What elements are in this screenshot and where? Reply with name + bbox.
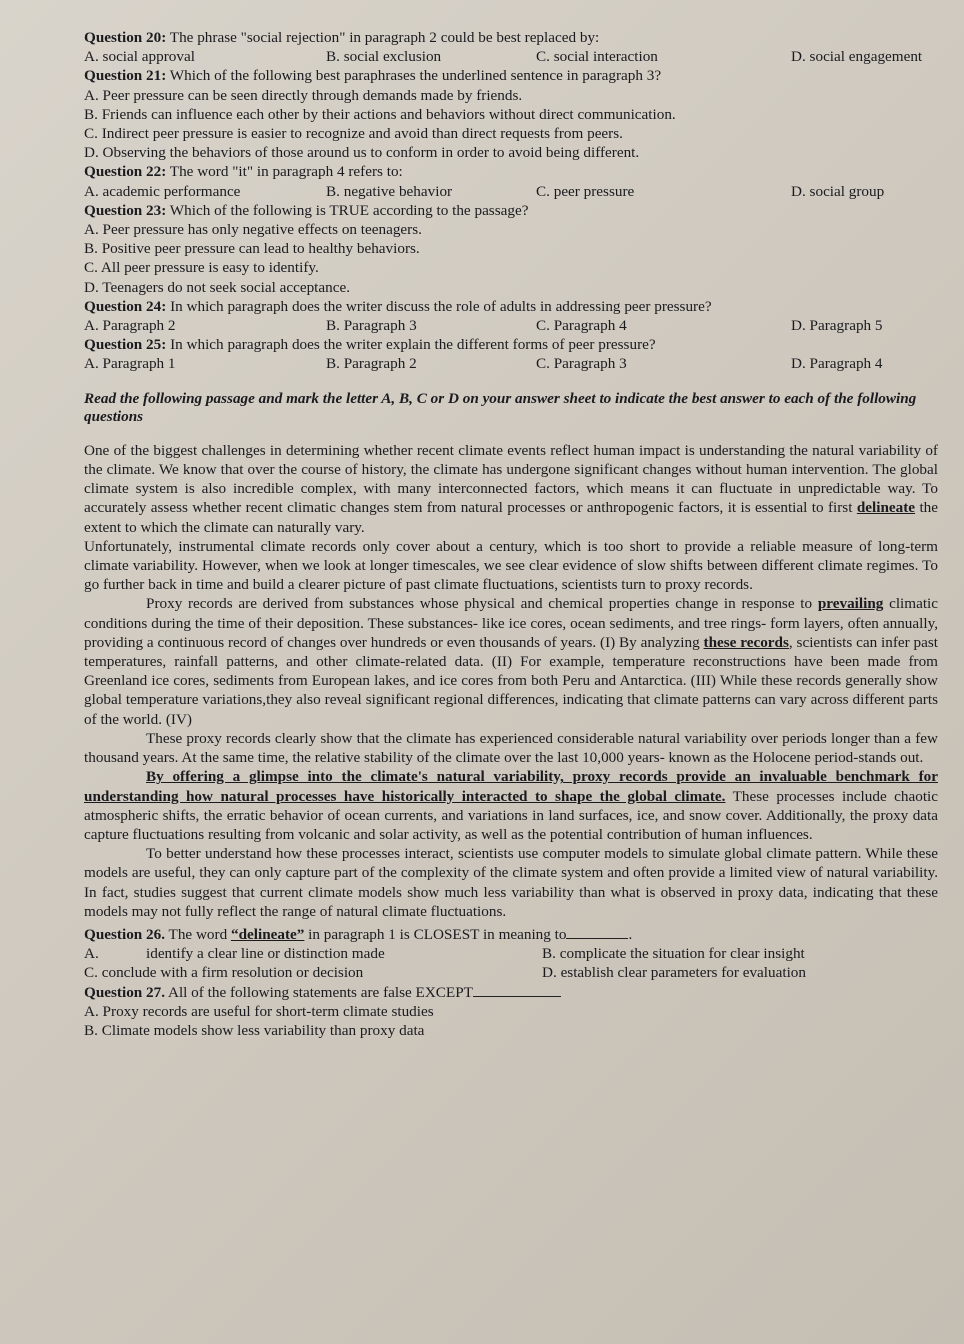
option-a[interactable]: A. Paragraph 2: [84, 317, 176, 335]
paragraph-text: One of the biggest challenges in determining whether recent climate events reflect human impact is understanding the natural variability of the climate. We know that over the course of history, the climate has undergone significant changes without human intervention. The global climate system is also incredible complex, with many interconnected factors, which means it can fluctuate in unpredictable way. To accurately assess whether recent climatic changes stem from natural processes or anthropogenic factors, it is essential to first: [84, 441, 938, 517]
option-text: conclude with a firm resolution or decision: [101, 964, 364, 982]
question-22: [84, 162, 938, 181]
option-a[interactable]: A. Peer pressure can be seen directly through demands made by friends.: [84, 86, 523, 104]
paragraph-text: climatic conditions during the time of their deposition. These substances- like ice cores, ocean sediments, and tree rings- form layers, often annually, providing a continuous record of changes over hundreds or even thousands of years. (I) By analyzing: [84, 595, 938, 651]
option-b[interactable]: B. Positive peer pressure can lead to healthy behaviors.: [84, 240, 420, 258]
option-c[interactable]: [84, 963, 542, 982]
reading-passage: [84, 441, 938, 921]
option-b[interactable]: B. Paragraph 3: [326, 317, 417, 335]
option-text: complicate the situation for clear insight: [559, 945, 805, 963]
question-25-options: [84, 354, 938, 373]
question-text: In which paragraph does the writer explain the different forms of peer pressure?: [166, 336, 656, 354]
option-letter: D.: [542, 964, 557, 982]
option-d[interactable]: D. social group: [791, 182, 885, 200]
question-label: Question 21:: [84, 67, 167, 85]
option-b[interactable]: B. Friends can influence each other by their actions and behaviors without direct communication.: [84, 105, 676, 123]
option-c[interactable]: C. social interaction: [536, 48, 658, 66]
target-word: “delineate”: [230, 925, 305, 943]
option-c[interactable]: C. All peer pressure is easy to identify.: [84, 259, 319, 277]
option-a[interactable]: A. Paragraph 1: [84, 355, 176, 373]
reading-instruction: Read the following passage and mark the letter A, B, C or D on your answer sheet to indicate the best answer to each of the following questions: [84, 389, 917, 425]
question-27-options: [84, 1002, 938, 1040]
option-letter: B.: [542, 945, 556, 963]
question-23: [84, 201, 938, 220]
option-letter: C.: [84, 964, 98, 982]
option-c[interactable]: C. Indirect peer pressure is easier to recognize and avoid than direct requests from peers.: [84, 125, 623, 143]
option-a[interactable]: A. Proxy records are useful for short-term climate studies: [84, 1002, 434, 1020]
underlined-phrase-these-records: these records: [703, 633, 789, 651]
question-label: Question 25:: [84, 336, 167, 354]
underlined-sentence: By offering a glimpse into the climate's natural variability, proxy records provide an invaluable benchmark for understanding how natural processes have historically interacted to shape the global climate.: [84, 768, 938, 805]
question-22-options: [84, 182, 938, 201]
option-d[interactable]: D. Paragraph 5: [791, 317, 883, 335]
option-b[interactable]: B. negative behavior: [326, 182, 453, 200]
option-b[interactable]: B. Climate models show less variability than proxy data: [84, 1021, 425, 1039]
option-a[interactable]: [84, 944, 542, 963]
question-23-options: [84, 220, 938, 297]
question-label: Question 24:: [84, 297, 167, 315]
question-label: Question 27.: [84, 983, 166, 1001]
question-24-options: [84, 316, 938, 335]
question-text: In which paragraph does the writer discuss the role of adults in addressing peer pressure?: [166, 297, 712, 315]
paragraph-text: , scientists can infer past temperatures, rainfall patterns, and other climate-related data. (II) For example, temperature reconstructions have been made from Greenland ice cores, sediments from European lakes, and ice cores from both Peru and Antarctica. (III) While these records generally show global temperature variations,they also reveal significant regional differences, indicating that climate patterns can vary across different parts of the world. (IV): [84, 633, 938, 728]
paragraph-4: These proxy records clearly show that the climate has experienced considerable natural variability over periods longer than a few thousand years. At the same time, the relative stability of the climate over the last 10,000 years- known as the Holocene period-stands out.: [84, 729, 938, 767]
question-text: The word "it" in paragraph 4 refers to:: [166, 163, 403, 181]
paragraph-2: Unfortunately, instrumental climate records only cover about a century, which is too short to provide a reliable measure of long-term climate variability. However, when we look at longer timescales, we see clear evidence of slow shifts between different climate regimes. To go further back in time and build a clearer picture of past climate fluctuations, scientists turn to proxy records.: [84, 537, 938, 594]
option-d[interactable]: [542, 963, 938, 982]
question-20-options: [84, 47, 938, 66]
paragraph-text: the extent to which the climate can naturally vary.: [84, 499, 938, 536]
option-a[interactable]: A. Peer pressure has only negative effects on teenagers.: [84, 221, 422, 239]
question-text: All of the following statements are false EXCEPT: [165, 983, 473, 1001]
option-text: identify a clear line or distinction made: [146, 945, 385, 963]
option-b[interactable]: [542, 944, 938, 963]
question-label: Question 22:: [84, 163, 167, 181]
question-end: .: [628, 925, 633, 943]
option-c[interactable]: C. Paragraph 3: [536, 355, 627, 373]
answer-blank[interactable]: [566, 926, 628, 939]
paragraph-6: To better understand how these processes interact, scientists use computer models to simulate global climate pattern. While these models are useful, they can only capture part of the complexity of the climate system and often provide a limited view of natural variability. In fact, studies suggest that current climate models show much less variability than what is observed in proxy data, indicating that these models may not fully reflect the range of natural climate fluctuations.: [84, 845, 938, 920]
question-text: Which of the following is TRUE according to the passage?: [166, 201, 529, 219]
question-25: [84, 335, 938, 354]
option-c[interactable]: C. peer pressure: [536, 182, 635, 200]
question-label: Question 20:: [84, 29, 167, 46]
question-21-options: [84, 86, 938, 163]
underlined-word-delineate: delineate: [856, 499, 916, 517]
option-a[interactable]: A. social approval: [84, 48, 195, 66]
question-text: The phrase "social rejection" in paragraph 2 could be best replaced by:: [166, 29, 600, 46]
question-27: [84, 983, 938, 1002]
answer-blank[interactable]: [473, 984, 561, 997]
question-text: The word: [165, 925, 231, 943]
paragraph-text: Proxy records are derived from substances whose physical and chemical properties change in response to: [146, 595, 818, 613]
option-a[interactable]: A. academic performance: [84, 182, 241, 200]
option-d[interactable]: D. social engagement: [791, 48, 923, 66]
option-b[interactable]: B. social exclusion: [326, 48, 442, 66]
option-d[interactable]: D. Teenagers do not seek social acceptance.: [84, 278, 351, 296]
question-24: [84, 297, 938, 316]
option-b[interactable]: B. Paragraph 2: [326, 355, 417, 373]
question-text: Which of the following best paraphrases the underlined sentence in paragraph 3?: [166, 67, 662, 85]
option-letter: A.: [84, 945, 99, 963]
option-d[interactable]: D. Paragraph 4: [791, 355, 883, 373]
paragraph-text: These processes include chaotic atmospheric shifts, the erratic behavior of ocean currents, and variations in land surfaces, ice, and snow cover. Additionally, the proxy data capture fluctuations resulting from volcanic and solar activity, as well as the potential contribution of human influences.: [84, 787, 938, 843]
question-label: Question 26.: [84, 925, 166, 943]
question-label: Question 23:: [84, 201, 167, 219]
paragraph-5: [84, 767, 938, 844]
paragraph-3: [84, 594, 938, 728]
question-21: [84, 66, 938, 85]
question-26-options: [84, 944, 938, 982]
question-20: [84, 28, 938, 47]
question-26: [84, 925, 938, 944]
option-d[interactable]: D. Observing the behaviors of those around us to conform in order to avoid being different.: [84, 144, 640, 162]
option-text: establish clear parameters for evaluation: [560, 964, 806, 982]
option-c[interactable]: C. Paragraph 4: [536, 317, 627, 335]
underlined-word-prevailing: prevailing: [817, 595, 884, 613]
question-text: in paragraph 1 is CLOSEST in meaning to: [304, 925, 567, 943]
paragraph-1: [84, 441, 938, 537]
